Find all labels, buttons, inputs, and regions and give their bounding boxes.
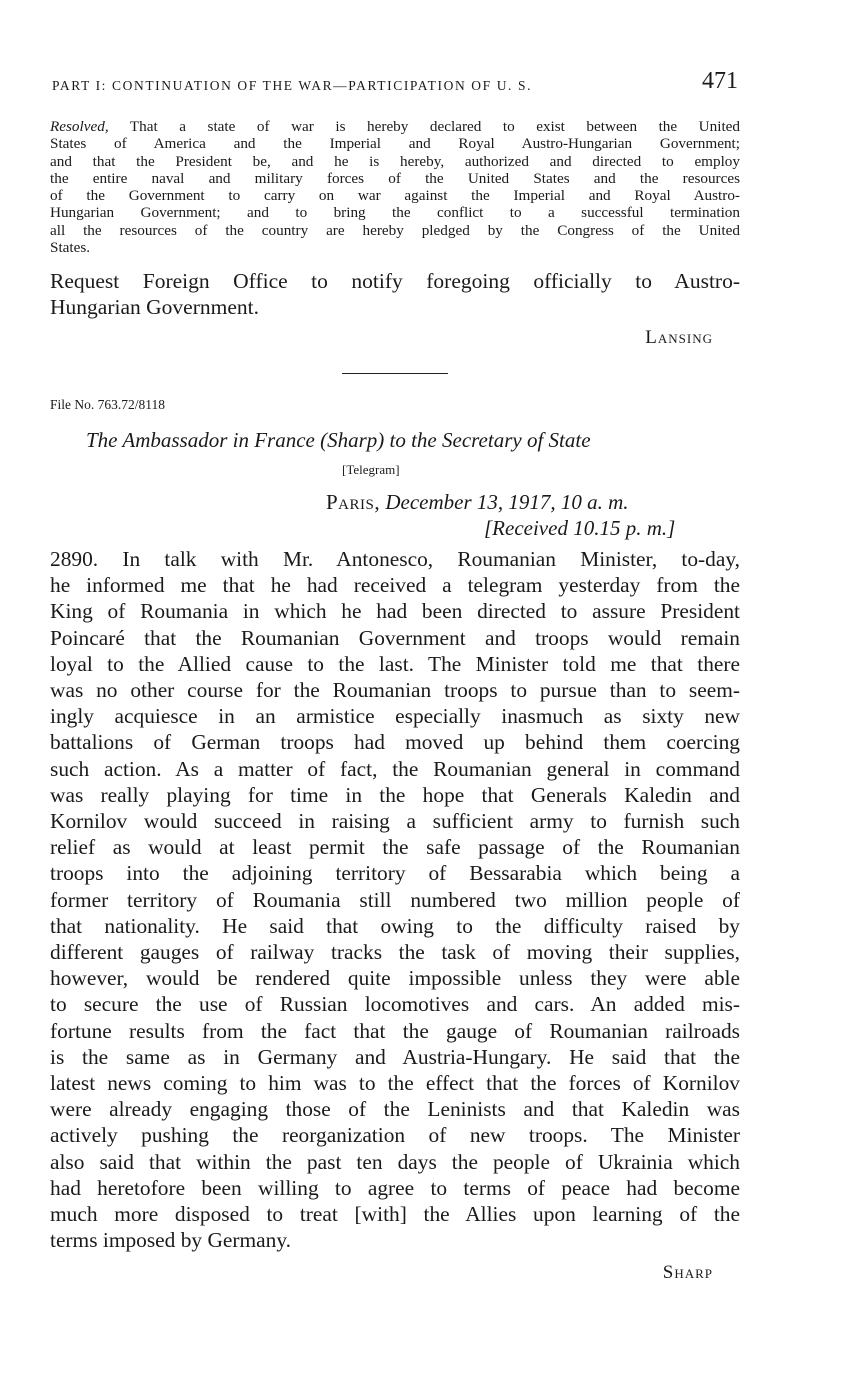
- body-line: former territory of Roumania still numbered two million people of: [50, 887, 740, 912]
- dateline: [326, 490, 629, 515]
- body-line: Kornilov would succeed in raising a sufficient army to furnish such: [50, 809, 740, 834]
- document-page: [50, 0, 740, 1380]
- body-line: was really playing for time in the hope that Generals Kaledin and: [50, 782, 740, 807]
- signature-sharp: Sharp: [662, 1262, 713, 1283]
- body-line: different gauges of railway tracks the task of moving their supplies,: [50, 940, 740, 965]
- request-line: Request Foreign Office to notify foregoing officially to Austro-: [50, 269, 740, 293]
- body-line: Poincaré that the Roumanian Government and troops would remain: [50, 625, 740, 650]
- resolution-line: States of America and the Imperial and Royal Austro-Hungarian Government;: [50, 135, 740, 153]
- body-line: relief as would at least permit the safe passage of the Roumanian: [50, 835, 740, 860]
- running-head-title: PART I: CONTINUATION OF THE WAR—PARTICIPATION OF U. S.: [52, 78, 533, 93]
- resolution-lead: Resolved,: [50, 118, 109, 135]
- body-line: fortune results from the fact that the gauge of Roumanian railroads: [50, 1018, 740, 1043]
- request-paragraph: [50, 268, 740, 320]
- body-line: terms imposed by Germany.: [50, 1228, 291, 1253]
- resolution-line: all the resources of the country are hereby pledged by the Congress of the United: [50, 221, 740, 239]
- received-time: [Received 10.15 p. m.]: [484, 516, 676, 540]
- body-line: is the same as in Germany and Austria-Hungary. He said that the: [50, 1044, 740, 1069]
- body-line: had heretofore been willing to agree to terms of peace had become: [50, 1175, 740, 1200]
- body-line: also said that within the past ten days the people of Ukrainia which: [50, 1149, 740, 1174]
- running-head: [50, 68, 740, 102]
- resolution-paragraph: [50, 118, 740, 256]
- telegram-body: [50, 546, 740, 1253]
- body-line: battalions of German troops had moved up behind them coercing: [50, 730, 740, 755]
- resolution-line: [50, 118, 740, 135]
- section-divider: [342, 373, 448, 374]
- resolution-line-text: That a state of war is hereby declared to exist between the United: [129, 118, 740, 135]
- document-heading: The Ambassador in France (Sharp) to the Secretary of State: [86, 428, 591, 452]
- body-line: King of Roumania in which he had been directed to assure President: [50, 599, 740, 624]
- body-line: was no other course for the Roumanian troops to pursue than to seem-: [50, 678, 740, 703]
- page-number: 471: [702, 68, 738, 94]
- body-line: that nationality. He said that owing to the difficulty raised by: [50, 913, 740, 938]
- body-line: 2890. In talk with Mr. Antonesco, Roumanian Minister, to-day,: [50, 547, 740, 571]
- body-line: such action. As a matter of fact, the Roumanian general in command: [50, 756, 740, 781]
- resolution-line: States.: [50, 239, 91, 257]
- body-line: loyal to the Allied cause to the last. The Minister told me that there: [50, 651, 740, 676]
- resolution-line: and that the President be, and he is hereby, authorized and directed to employ: [50, 152, 740, 170]
- resolution-line: the entire naval and military forces of the United States and the resources: [50, 169, 740, 187]
- dateline-date: December 13, 1917, 10 a. m.: [385, 490, 629, 514]
- body-line: troops into the adjoining territory of Bessarabia which being a: [50, 861, 740, 886]
- body-line: however, would be rendered quite impossible unless they were able: [50, 966, 740, 991]
- dateline-place: Paris,: [326, 490, 381, 514]
- telegram-label: [Telegram]: [342, 462, 400, 477]
- request-line: Hungarian Government.: [50, 295, 259, 319]
- body-line: much more disposed to treat [with] the Allies upon learning of the: [50, 1202, 740, 1227]
- resolution-line: Hungarian Government; and to bring the conflict to a successful termination: [50, 204, 740, 222]
- body-line: were already engaging those of the Leninists and that Kaledin was: [50, 1097, 740, 1122]
- body-line: he informed me that he had received a telegram yesterday from the: [50, 573, 740, 598]
- file-number: File No. 763.72/8118: [50, 397, 166, 412]
- resolution-line: of the Government to carry on war against the Imperial and Royal Austro-: [50, 187, 740, 205]
- body-line: ingly acquiesce in an armistice especially inasmuch as sixty new: [50, 704, 740, 729]
- signature-lansing: Lansing: [645, 327, 713, 348]
- body-line: latest news coming to him was to the effect that the forces of Kornilov: [50, 1071, 740, 1096]
- body-line: actively pushing the reorganization of new troops. The Minister: [50, 1123, 740, 1148]
- body-line: to secure the use of Russian locomotives and cars. An added mis-: [50, 992, 740, 1017]
